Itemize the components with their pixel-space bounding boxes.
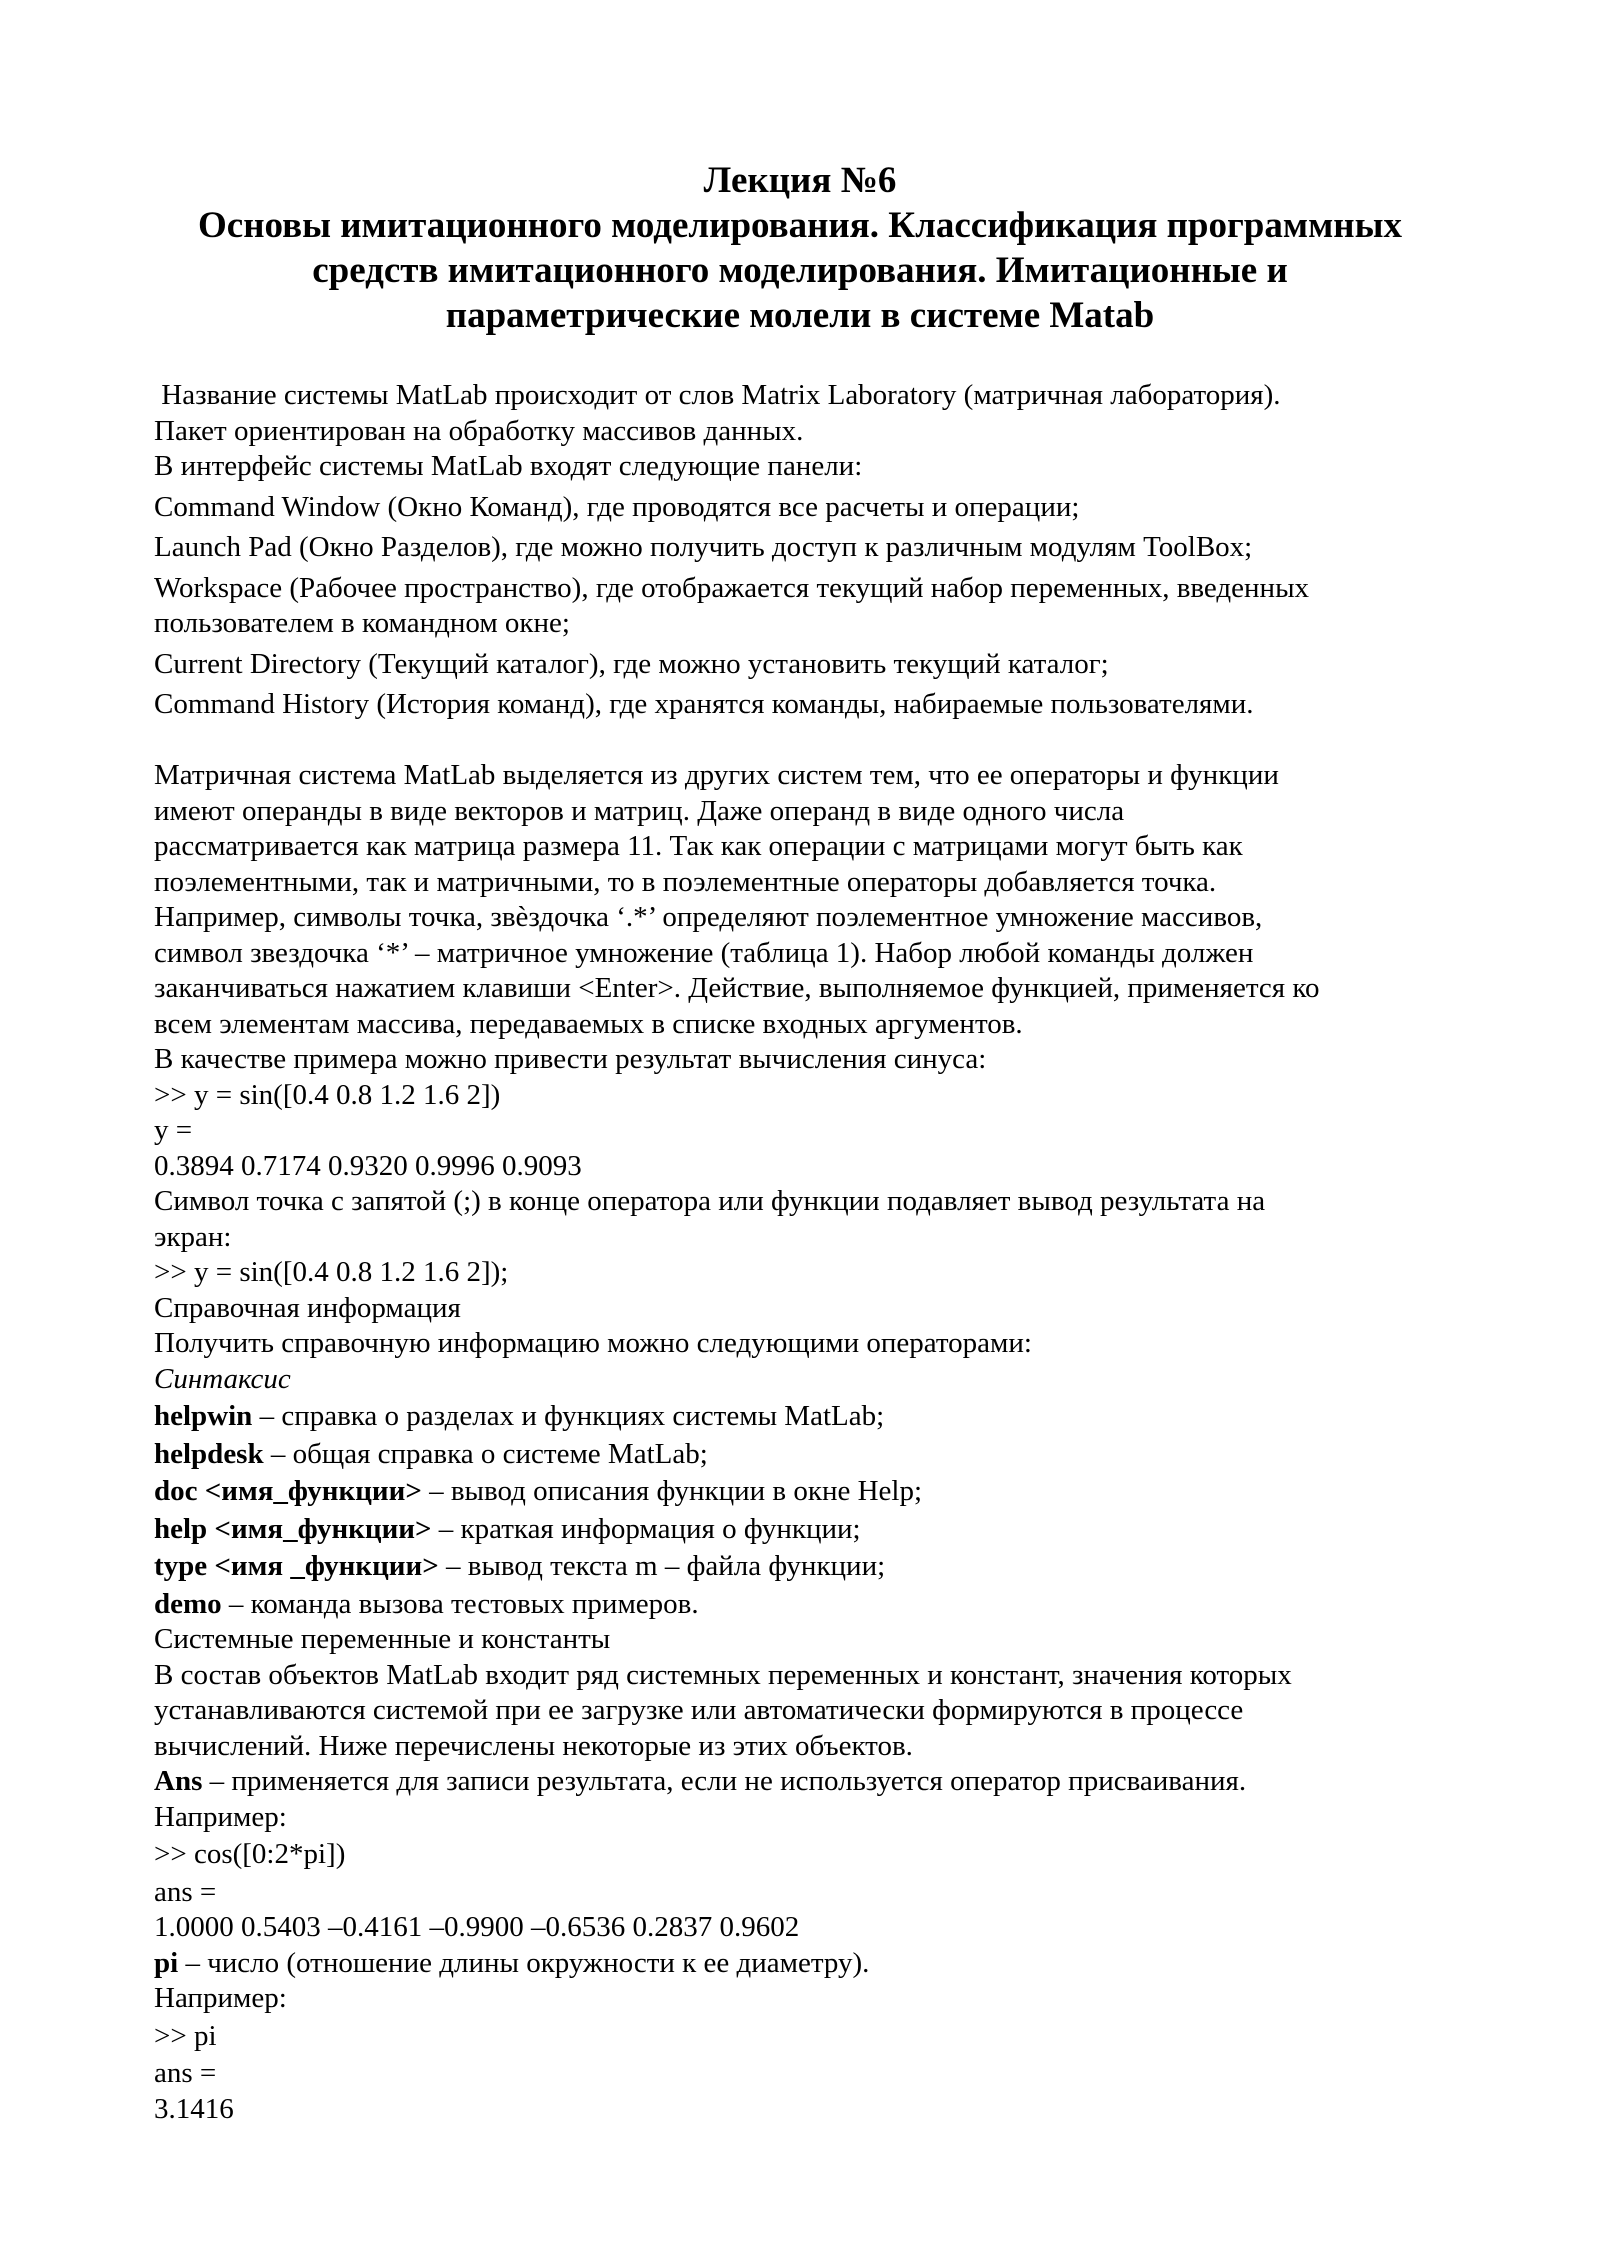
text-line [154, 1220, 1446, 1256]
document-body [154, 378, 1446, 2127]
text-run: Command Window (Окно Команд), где проводятся все расчеты и операции; [154, 490, 1080, 523]
text-run: устанавливаются системой при ее загрузке или автоматически формируются в процессе [154, 1694, 1244, 1726]
text-line [154, 1910, 1446, 1946]
text-line [154, 865, 1446, 901]
title-line: средств имитационного моделирования. Имитационные и [312, 250, 1288, 291]
text-line [154, 687, 1446, 723]
text-line [154, 414, 1446, 450]
text-line [154, 1875, 1446, 1911]
text-line [154, 1837, 1446, 1873]
text-run: экран: [154, 1220, 232, 1253]
text-run: поэлементными, так и матричными, то в поэлементные операторы добавляется точка. [154, 865, 1217, 898]
text-run: В качестве примера можно привести результат вычисления синуса: [154, 1043, 987, 1075]
text-line [154, 758, 1446, 794]
document-content [154, 158, 1446, 2127]
text-run: – число (отношение длины окружности к ее диаметру). [178, 1946, 870, 1979]
text-run: >> y = sin([0.4 0.8 1.2 1.6 2]); [154, 1256, 509, 1288]
text-run: demo [154, 1587, 222, 1620]
text-line [154, 1326, 1446, 1362]
text-line [154, 1693, 1446, 1729]
text-run: 0.3894 0.7174 0.9320 0.9996 0.9093 [154, 1149, 582, 1182]
text-line [154, 1399, 1446, 1435]
text-run: Например: [154, 1800, 287, 1833]
text-line [154, 1078, 1446, 1114]
text-run: Пакет ориентирован на обработку массивов данных. [154, 414, 804, 447]
text-run: ans = [154, 1875, 217, 1908]
text-run: 1.0000 0.5403 –0.4161 –0.9900 –0.6536 0.2837 0.9602 [154, 1911, 800, 1943]
text-line [154, 971, 1446, 1007]
text-run: – общая справка о системе MatLab; [263, 1437, 708, 1470]
title-line: Основы имитационного моделирования. Классификация программных [198, 205, 1402, 246]
text-line [154, 1800, 1446, 1836]
text-line [154, 1981, 1446, 2017]
text-run: Launch Pad (Окно Разделов), где можно получить доступ к различным модулям ToolBox; [154, 531, 1253, 563]
text-run: Матричная система MatLab выделяется из других систем тем, что ее операторы и функции [154, 759, 1279, 791]
text-line [154, 1042, 1446, 1078]
text-line [154, 936, 1446, 972]
text-line [154, 1764, 1446, 1800]
text-run: всем элементам массива, передаваемых в списке входных аргументов. [154, 1007, 1023, 1040]
text-run: заканчиваться нажатием клавиши <Enter>. Действие, выполняемое функцией, применяется ко [154, 972, 1320, 1004]
text-run: helpdesk [154, 1437, 264, 1470]
text-run: – применяется для записи результата, если не используется оператор присваивания. [202, 1765, 1247, 1797]
text-run: Command History (История команд), где хранятся команды, набираемые пользователями. [154, 688, 1254, 720]
text-run: – справка о разделах и функциях системы MatLab; [252, 1400, 885, 1432]
text-run: Синтаксис [154, 1362, 291, 1395]
text-line [154, 1007, 1446, 1043]
text-line [154, 1512, 1446, 1548]
text-run: пользователем в командном окне; [154, 607, 570, 639]
text-run: >> y = sin([0.4 0.8 1.2 1.6 2]) [154, 1078, 501, 1111]
text-run: ans = [154, 2057, 217, 2089]
text-line [154, 1622, 1446, 1658]
text-run: – краткая информация о функции; [431, 1512, 861, 1545]
text-run: В интерфейс системы MatLab входят следующие панели: [154, 450, 863, 482]
text-run: Например, символы точка, звѐздочка ‘.*’ определяют поэлементное умножение массивов, [154, 901, 1263, 933]
text-run: Workspace (Рабочее пространство), где отображается текущий набор переменных, введенных [154, 571, 1310, 604]
text-run: вычислений. Ниже перечислены некоторые из этих объектов. [154, 1729, 913, 1762]
text-run: >> cos([0:2*pi]) [154, 1838, 346, 1870]
text-run: рассматривается как матрица размера 11. Так как операции с матрицами могут быть как [154, 830, 1243, 862]
text-run: 3.1416 [154, 2092, 234, 2125]
text-line [154, 1946, 1446, 1982]
text-run: y = [154, 1114, 193, 1146]
text-line [154, 794, 1446, 830]
text-run: – вывод текста m – файла функции; [438, 1550, 886, 1582]
text-line [154, 530, 1446, 566]
text-run: Current Directory (Текущий каталог), где можно установить текущий каталог; [154, 647, 1109, 680]
text-line [154, 1729, 1446, 1765]
text-run: type <имя _функции> [154, 1550, 439, 1582]
text-line [154, 1587, 1446, 1623]
text-run: символ звездочка ‘*’ – матричное умножение (таблица 1). Набор любой команды должен [154, 936, 1254, 969]
text-line [154, 1184, 1446, 1220]
text-line [154, 571, 1446, 607]
text-run: doc <имя_функции> [154, 1475, 422, 1507]
text-line [154, 449, 1446, 485]
text-line [154, 2056, 1446, 2092]
title-line: Лекция №6 [703, 160, 897, 201]
text-run: – вывод описания функции в окне Help; [421, 1475, 923, 1507]
text-run: Ans [154, 1765, 203, 1797]
text-line [154, 647, 1446, 683]
text-line [154, 900, 1446, 936]
text-run: Например: [154, 1982, 287, 2014]
document-title [154, 158, 1446, 338]
text-run: pi [154, 1946, 179, 1979]
text-run: Системные переменные и константы [154, 1623, 611, 1655]
text-line [154, 490, 1446, 526]
text-line [154, 1362, 1446, 1398]
text-line [154, 1474, 1446, 1510]
text-line [154, 829, 1446, 865]
text-line [154, 1149, 1446, 1185]
text-run: Справочная информация [154, 1291, 461, 1324]
text-run: >> pi [154, 2019, 217, 2052]
text-line [154, 1291, 1446, 1327]
text-run: В состав объектов MatLab входит ряд системных переменных и констант, значения которых [154, 1658, 1292, 1691]
text-line [154, 2019, 1446, 2055]
text-line [154, 378, 1446, 414]
text-line [154, 606, 1446, 642]
text-line [154, 1658, 1446, 1694]
text-line [154, 1255, 1446, 1291]
text-run: helpwin [154, 1400, 253, 1432]
text-run: Название системы MatLab происходит от слов Matrix Laboratory (матричная лаборатория). [154, 379, 1281, 411]
text-line [154, 2092, 1446, 2128]
text-line [154, 1437, 1446, 1473]
text-run: help <имя_функции> [154, 1512, 432, 1545]
title-line: параметрические молели в системе Matab [445, 295, 1155, 336]
text-line [154, 1549, 1446, 1585]
blank-line [154, 723, 1446, 759]
text-run: Получить справочную информацию можно следующими операторами: [154, 1327, 1032, 1359]
text-run: Символ точка с запятой (;) в конце оператора или функции подавляет вывод результата на [154, 1185, 1266, 1217]
text-run: имеют операнды в виде векторов и матриц. Даже операнд в виде одного числа [154, 794, 1125, 827]
text-run: – команда вызова тестовых примеров. [221, 1587, 699, 1620]
text-line [154, 1113, 1446, 1149]
